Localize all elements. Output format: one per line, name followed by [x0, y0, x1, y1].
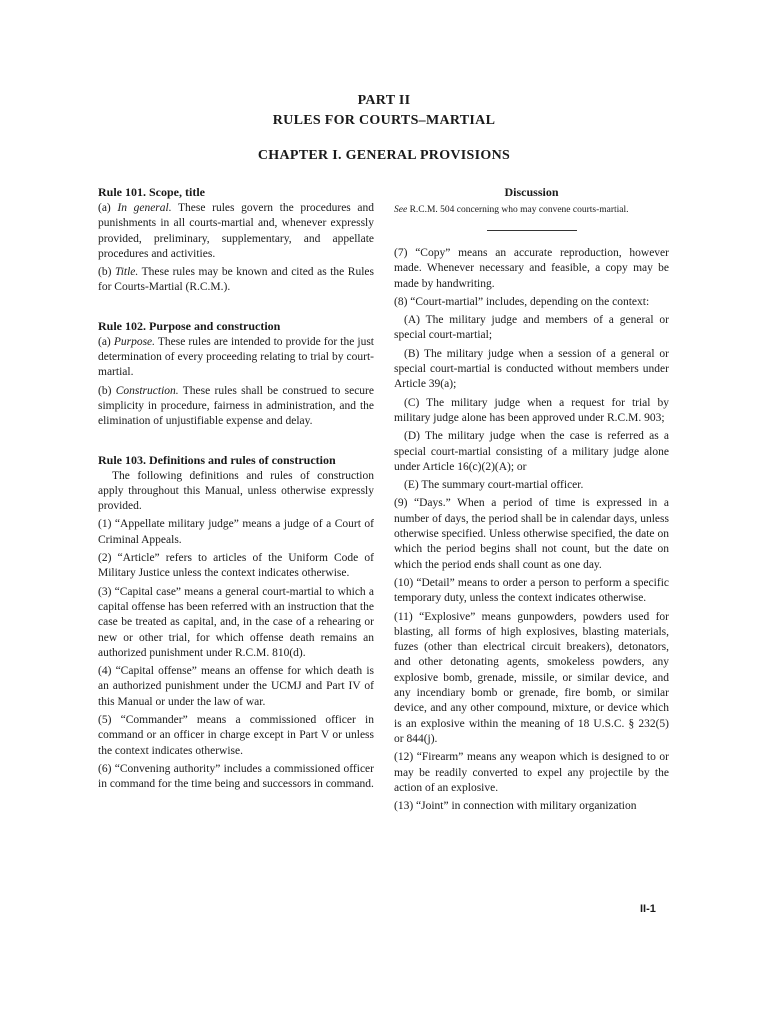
definition-8d: (D) The military judge when the case is referred as a special court-martial consisting of a military judge alone under Article 16(c)(2)(A); or [394, 430, 669, 473]
definition-3: (3) “Capital case” means a general court-martial to which a capital offense has been referred with an instruction that the case be treated as capital, and, in the case of a rehearing or new or other trial, for which offense death remains an authorized punishment under R.C.M. 810(d). [98, 585, 374, 659]
rule-102-a-text: These rules are intended to provide for the just determination of every proceeding relating to trial by court-martial. [98, 335, 374, 379]
definition-6: (6) “Convening authority” includes a commissioned officer in command for the time being and successors in command. [98, 762, 374, 791]
definition-4: (4) “Capital offense” means an offense for which death is an authorized punishment under the UCMJ and Part IV of this Manual or under the law of war. [98, 665, 374, 708]
definition-10: (10) “Detail” means to order a person to perform a specific temporary duty, unless the context indicates otherwise. [394, 576, 669, 605]
rule-102-a-title: Purpose. [113, 335, 156, 348]
rule-102-b-label: (b) [98, 384, 116, 397]
rule-102-heading: Rule 102. Purpose and construction [98, 318, 281, 333]
page-number: II-1 [640, 903, 656, 915]
discussion-body: R.C.M. 504 concerning who may convene courts-martial. [407, 205, 629, 215]
rule-103-intro: The following definitions and rules of construction apply throughout this Manual, unless otherwise expressly provided. [98, 469, 374, 513]
rule-101-a-label: (a) [98, 202, 118, 214]
definition-8e: (E) The summary court-martial officer. [404, 479, 584, 492]
rule-101-a-text: These rules govern the procedures and punishments in all courts-martial and, whenever expressly provided, preliminary, supplementary, and appellate procedures and activities. [98, 202, 374, 260]
rule-102-b-text: These rules shall be construed to secure simplicity in procedure, fairness in administration, and the elimination of unjustifiable expense and delay. [98, 384, 374, 428]
definition-8: (8) “Court-martial” includes, depending on the context: [394, 295, 650, 308]
definition-8c: (C) The military judge when a request for trial by military judge alone has been approved under R.C.M. 903; [394, 396, 669, 424]
definition-9: (9) “Days.” When a period of time is expressed in a number of days, the period shall be in calendar days, unless otherwise specified. Unless otherwise specified, the date on which the period begins shall not count, but the date on which the period ends shall count as one day. [394, 497, 669, 571]
rule-101-heading: Rule 101. Scope, title [98, 185, 205, 199]
rule-101-a-title: In general. [117, 202, 172, 214]
rule-101-b [98, 265, 374, 296]
definition-2: (2) “Article” refers to articles of the Uniform Code of Military Justice unless the context indicates otherwise. [98, 552, 374, 580]
rule-101-b-label: (b) [98, 266, 115, 279]
left-column [98, 184, 374, 796]
discussion-text [394, 204, 669, 217]
chapter-heading: CHAPTER I. GENERAL PROVISIONS [257, 148, 511, 163]
part-heading: PART II [357, 93, 411, 108]
discussion-title: Discussion [504, 185, 559, 199]
rule-101-b-text: These rules may be known and cited as the Rules for Courts-Martial (R.C.M.). [98, 266, 374, 294]
discussion-divider [487, 230, 577, 231]
definition-8b: (B) The military judge when a session of a general or special court-martial is conducted without members under Article 39(a); [394, 347, 669, 391]
definition-13: (13) “Joint” in connection with military organization [394, 800, 637, 813]
definition-7: (7) “Copy” means an accurate reproduction, however made. Whenever necessary and feasible, a copy may be made by handwriting. [394, 247, 669, 290]
definition-5: (5) “Commander” means a commissioned officer in command or an officer in charge except in Part V or unless the context indicates otherwise. [98, 714, 374, 757]
rule-102-b-title: Construction. [115, 384, 179, 397]
rule-103-heading: Rule 103. Definitions and rules of construction [98, 452, 336, 467]
definition-1: (1) “Appellate military judge” means a judge of a Court of Criminal Appeals. [98, 518, 374, 546]
definition-12: (12) “Firearm” means any weapon which is designed to or may be readily converted to expel any projectile by the action of an explosive. [394, 751, 669, 794]
rule-102-a-label: (a) [98, 335, 114, 348]
rule-101-b-title: Title. [114, 266, 139, 279]
right-column [394, 184, 669, 817]
rule-102-b [98, 384, 374, 430]
rule-101-a [98, 201, 374, 262]
definition-11: (11) “Explosive” means gunpowders, powders used for blasting, all forms of high explosives, blasting materials, fuzes (other than electrical circuit breakers), detonators, and other detonating agents, smokeless powders, any explosive bomb, grenade, missile, or similar device, and any incendiary bomb or grenade, fire bomb, or similar device, and any other compound, mixture, or device which is an explosive within the meaning of 18 U.S.C. § 232(5) or 844(j). [394, 610, 669, 745]
document-title: RULES FOR COURTS–MARTIAL [272, 113, 496, 128]
definition-8a: (A) The military judge and members of a general or special court-martial; [394, 314, 669, 342]
rule-102-a [98, 335, 374, 381]
discussion-see: See [394, 205, 408, 215]
